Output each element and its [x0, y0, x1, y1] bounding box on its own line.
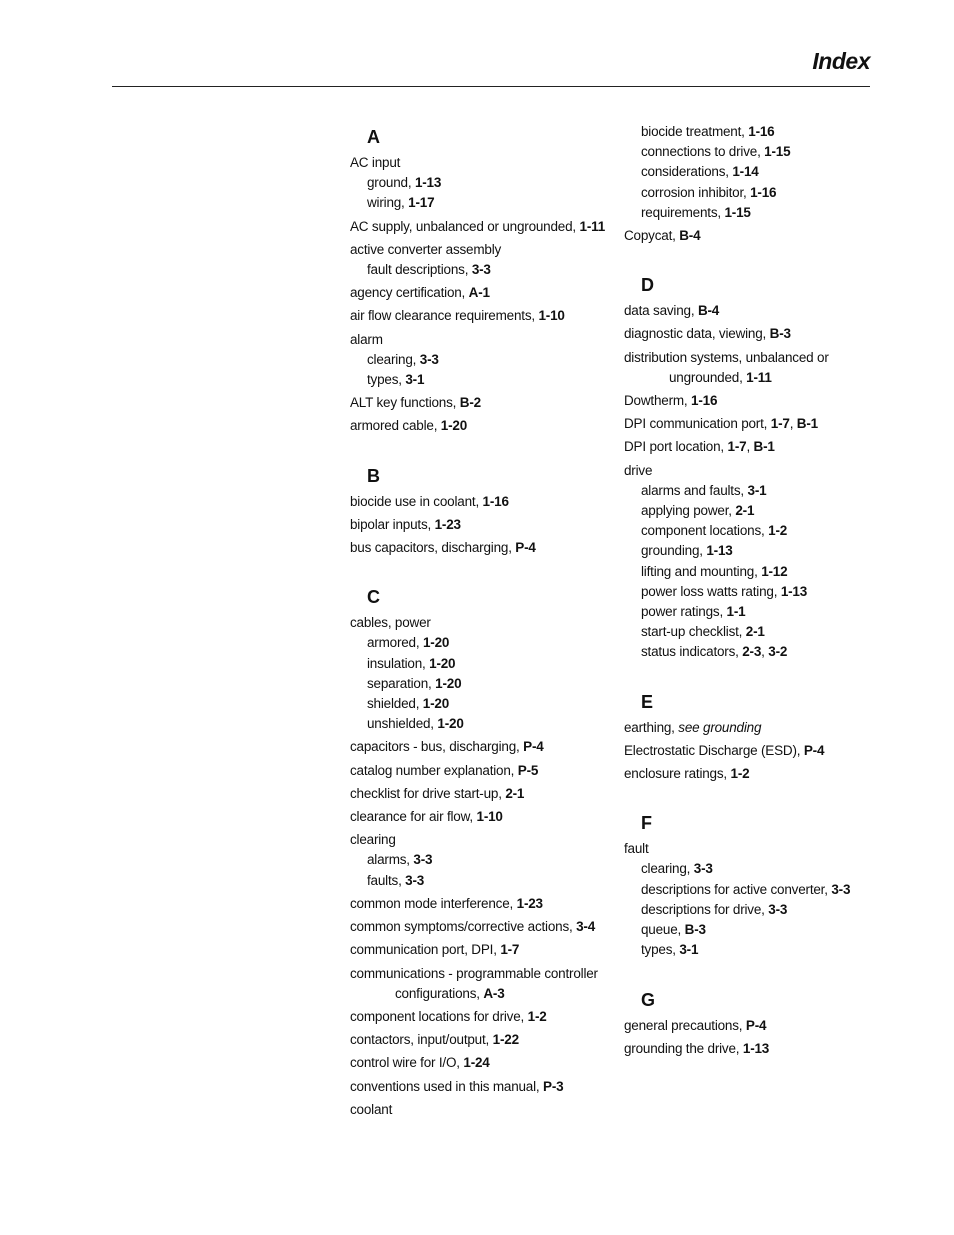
index-subentry — [350, 694, 618, 714]
page-reference: P-4 — [523, 739, 544, 755]
page-reference: P-5 — [517, 762, 539, 778]
page-reference: 1-14 — [732, 164, 759, 180]
entry-text: active converter assembly — [350, 241, 502, 257]
index-entry — [350, 830, 618, 850]
page-reference: 1-13 — [742, 1040, 770, 1056]
entry-text: contactors, input/output, — [350, 1032, 493, 1048]
entry-text: status indicators, — [641, 644, 743, 660]
page-reference: 1-16 — [482, 493, 509, 509]
entry-text: start-up checklist, — [641, 624, 746, 640]
entry-text: biocide use in coolant, — [350, 493, 483, 509]
index-entry — [350, 153, 618, 173]
page-reference: 2-1 — [745, 624, 765, 640]
entry-text: requirements, — [641, 204, 725, 220]
index-entry — [624, 741, 892, 761]
page-reference: B-4 — [679, 228, 701, 244]
page-reference: 2-1 — [505, 785, 525, 801]
section-letter: B — [367, 465, 380, 486]
entry-text: capacitors - bus, discharging, — [350, 739, 524, 755]
page-reference: P-4 — [515, 540, 536, 556]
entry-text: considerations, — [641, 164, 733, 180]
entry-text: shielded, — [367, 696, 423, 712]
page-reference: 1-11 — [579, 218, 606, 234]
entry-text: queue, — [641, 922, 685, 938]
entry-text: armored, — [367, 635, 423, 651]
entry-text: alarms, — [367, 852, 414, 868]
index-entry — [350, 613, 618, 633]
page-reference: 2-3 — [742, 644, 762, 660]
entry-text: configurations, — [395, 985, 484, 1001]
entry-text: agency certification, — [350, 285, 469, 301]
page-reference: 1-17 — [408, 195, 435, 211]
cross-reference: see grounding — [678, 719, 762, 735]
page-reference: 3-3 — [419, 351, 439, 367]
entry-text: insulation, — [367, 655, 430, 671]
page-reference: 1-7 — [727, 439, 747, 455]
index-subentry — [350, 633, 618, 653]
index-subentry — [350, 654, 618, 674]
entry-text: biocide treatment, — [641, 124, 749, 139]
index-entry-continuation — [624, 368, 892, 388]
page-title: Index — [812, 48, 870, 74]
entry-text: catalog number explanation, — [350, 762, 518, 778]
page-reference: 1-16 — [691, 393, 718, 409]
page-reference: 1-15 — [724, 204, 751, 220]
index-entry — [350, 1030, 618, 1050]
index-subentry — [350, 714, 618, 734]
entry-text: clearing — [350, 832, 396, 848]
index-entry — [350, 737, 618, 757]
section-letter: A — [367, 127, 380, 147]
index-entry — [624, 324, 892, 344]
index-entry — [350, 416, 618, 436]
index-subentry — [624, 162, 892, 182]
page-reference: 1-24 — [463, 1055, 490, 1071]
index-entry — [624, 718, 892, 738]
index-subentry — [350, 850, 618, 870]
index-column-left — [350, 122, 618, 1120]
entry-text: alarms and faults, — [641, 482, 748, 498]
page-reference: 3-4 — [576, 919, 596, 935]
index-subentry — [624, 642, 892, 662]
index-entry — [624, 839, 892, 859]
entry-text: types, — [367, 372, 406, 388]
page-reference: B-2 — [459, 395, 481, 411]
page-reference: 1-13 — [780, 583, 808, 599]
page-reference: 1-13 — [706, 543, 733, 559]
index-entry — [350, 964, 618, 984]
page-reference: 1-10 — [476, 809, 503, 825]
page-reference: 1-1 — [726, 604, 746, 620]
page-reference: 1-12 — [761, 563, 788, 579]
entry-text: cables, power — [350, 615, 431, 631]
index-subentry — [350, 674, 618, 694]
index-subentry — [350, 193, 618, 213]
section-letter: G — [641, 989, 656, 1010]
page-reference: 2-1 — [735, 503, 755, 519]
index-subentry — [624, 521, 892, 541]
entry-text: power ratings, — [641, 604, 727, 620]
page-reference: B-1 — [796, 416, 818, 432]
index-entry — [350, 761, 618, 781]
title-rule — [112, 86, 870, 87]
index-entry — [624, 391, 892, 411]
entry-text: applying power, — [641, 503, 736, 519]
page-reference: A-3 — [483, 985, 505, 1001]
section-letter: F — [641, 813, 652, 834]
entry-text: checklist for drive start-up, — [350, 785, 506, 801]
page-reference: 3-3 — [768, 901, 788, 917]
index-subentry — [624, 142, 892, 162]
page-reference: 1-7 — [770, 416, 790, 432]
index-entry — [350, 894, 618, 914]
page-reference: 1-10 — [538, 308, 565, 324]
entry-text: lifting and mounting, — [641, 563, 762, 579]
index-entry — [624, 437, 892, 457]
index-subentry — [350, 260, 618, 280]
page-reference: 1-16 — [750, 184, 777, 200]
page-reference: 1-20 — [435, 675, 462, 691]
entry-text: wiring, — [367, 195, 409, 211]
entry-text: fault descriptions, — [367, 262, 472, 278]
entry-text: earthing, — [624, 719, 679, 735]
index-entry — [624, 764, 892, 784]
entry-text: clearing, — [641, 861, 694, 877]
page-reference: 3-3 — [405, 872, 425, 888]
index-subentry — [624, 880, 892, 900]
index-entry — [350, 1007, 618, 1027]
page-reference: 1-23 — [434, 516, 461, 532]
page-reference: 1-20 — [422, 696, 450, 712]
entry-text: enclosure ratings, — [624, 766, 731, 782]
page-reference: 1-2 — [768, 523, 788, 539]
index-subentry — [350, 173, 618, 193]
page-reference: 3-1 — [679, 942, 699, 958]
page-reference: B-3 — [769, 326, 791, 342]
page-reference: 3-3 — [831, 881, 851, 897]
page-reference: 1-2 — [730, 766, 750, 782]
page-reference: 1-20 — [422, 635, 450, 651]
page-reference: A-1 — [468, 285, 490, 301]
entry-text: grounding, — [641, 543, 707, 559]
page-reference: 3-1 — [747, 482, 767, 498]
index-entry — [350, 1053, 618, 1073]
index-entry — [350, 515, 618, 535]
entry-text: clearance for air flow, — [350, 809, 477, 825]
entry-text: component locations, — [641, 523, 769, 539]
entry-text: bipolar inputs, — [350, 516, 435, 532]
page-reference: B-3 — [684, 922, 706, 938]
page-reference: P-4 — [745, 1017, 767, 1033]
entry-text: Copycat, — [624, 228, 680, 244]
entry-text: drive — [624, 462, 653, 478]
index-entry — [624, 414, 892, 434]
index-entry — [350, 217, 618, 237]
entry-text: descriptions for active converter, — [641, 881, 832, 897]
entry-text: descriptions for drive, — [641, 901, 769, 917]
index-entry — [624, 1039, 892, 1059]
entry-text: types, — [641, 942, 680, 958]
page-reference: 1-23 — [516, 895, 543, 911]
entry-text: diagnostic data, viewing, — [624, 326, 770, 342]
page-reference: 3-1 — [405, 372, 425, 388]
entry-text: separation, — [367, 675, 436, 691]
index-subentry — [624, 859, 892, 879]
index-entry — [350, 1077, 618, 1097]
entry-text: DPI communication port, — [624, 416, 771, 432]
entry-text: armored cable, — [350, 418, 441, 434]
entry-text: general precautions, — [624, 1017, 746, 1033]
entry-text: alarm — [350, 331, 383, 347]
index-subentry — [350, 871, 618, 891]
section-letter: E — [641, 691, 654, 712]
entry-text: bus capacitors, discharging, — [350, 540, 516, 556]
entry-text: distribution systems, unbalanced or — [624, 349, 829, 365]
page-reference: 1-20 — [437, 716, 464, 732]
entry-text: corrosion inhibitor, — [641, 184, 751, 200]
index-entry — [350, 283, 618, 303]
index-subentry — [624, 122, 892, 142]
entry-text: power loss watts rating, — [641, 583, 781, 599]
entry-text: component locations for drive, — [350, 1008, 528, 1024]
index-entry — [350, 784, 618, 804]
page-reference: 1-20 — [440, 418, 468, 434]
index-subentry — [350, 350, 618, 370]
index-subentry — [624, 481, 892, 501]
entry-text: communications - programmable controller — [350, 965, 598, 981]
index-subentry — [624, 541, 892, 561]
entry-text: grounding the drive, — [624, 1040, 743, 1056]
index-subentry — [624, 183, 892, 203]
index-entry — [350, 917, 618, 937]
index-entry — [350, 538, 618, 558]
page-reference: 3-3 — [413, 852, 433, 868]
entry-text: conventions used in this manual, — [350, 1078, 544, 1094]
index-entry — [350, 393, 618, 413]
entry-text: ALT key functions, — [350, 395, 460, 411]
page-reference: P-4 — [803, 742, 825, 758]
index-subentry — [624, 622, 892, 642]
entry-text: AC supply, unbalanced or ungrounded, — [350, 218, 580, 234]
entry-text: , — [789, 416, 797, 432]
page-reference: 1-7 — [500, 942, 520, 958]
index-subentry — [624, 203, 892, 223]
entry-text: common mode interference, — [350, 895, 517, 911]
index-entry — [624, 226, 892, 246]
index-subentry — [624, 920, 892, 940]
index-subentry — [350, 370, 618, 390]
entry-text: data saving, — [624, 303, 698, 319]
entry-text: , — [761, 644, 769, 660]
section-letter: D — [641, 275, 654, 296]
index-subentry — [624, 562, 892, 582]
entry-text: common symptoms/corrective actions, — [350, 919, 577, 935]
index-entry — [624, 348, 892, 368]
index-entry — [350, 492, 618, 512]
entry-text: unshielded, — [367, 716, 438, 732]
page-reference: B-4 — [697, 303, 720, 319]
index-entry — [350, 807, 618, 827]
index-subentry — [624, 582, 892, 602]
index-entry — [350, 306, 618, 326]
page-reference: 3-3 — [693, 861, 713, 877]
entry-text: Dowtherm, — [624, 393, 692, 409]
index-subentry — [624, 940, 892, 960]
index-entry-continuation — [350, 984, 618, 1004]
page-reference: P-3 — [543, 1078, 564, 1094]
page-reference: 1-2 — [527, 1008, 547, 1024]
page-reference: 1-15 — [764, 144, 791, 160]
entry-text: air flow clearance requirements, — [350, 308, 539, 324]
page-reference: 1-11 — [746, 369, 772, 385]
page-reference: 1-16 — [748, 124, 775, 139]
entry-text: control wire for I/O, — [350, 1055, 464, 1071]
page-reference: 1-22 — [492, 1032, 519, 1048]
entry-text: Electrostatic Discharge (ESD), — [624, 742, 804, 758]
page-reference: 1-20 — [429, 655, 456, 671]
entry-text: connections to drive, — [641, 144, 765, 160]
entry-text: fault — [624, 841, 649, 857]
index-entry — [624, 301, 892, 321]
index-subentry — [624, 602, 892, 622]
index-entry — [350, 1100, 618, 1120]
section-letter: C — [367, 587, 380, 608]
entry-text: communication port, DPI, — [350, 942, 501, 958]
entry-text: clearing, — [367, 351, 420, 367]
entry-text: ungrounded, — [669, 369, 747, 385]
page-reference: B-1 — [753, 439, 775, 455]
index-entry — [350, 330, 618, 350]
index-entry — [350, 940, 618, 960]
entry-text: coolant — [350, 1101, 393, 1117]
index-entry — [624, 1016, 892, 1036]
entry-text: ground, — [367, 175, 415, 191]
page-reference: 3-2 — [768, 644, 788, 660]
index-entry — [624, 461, 892, 481]
page-reference: 3-3 — [471, 262, 491, 278]
page-reference: 1-13 — [414, 175, 442, 191]
entry-text: AC input — [350, 155, 401, 170]
index-subentry — [624, 900, 892, 920]
entry-text: , — [746, 439, 754, 455]
entry-text: faults, — [367, 872, 406, 888]
entry-text: DPI port location, — [624, 439, 728, 455]
index-column-right — [624, 122, 892, 1059]
index-entry — [350, 240, 618, 260]
index-subentry — [624, 501, 892, 521]
